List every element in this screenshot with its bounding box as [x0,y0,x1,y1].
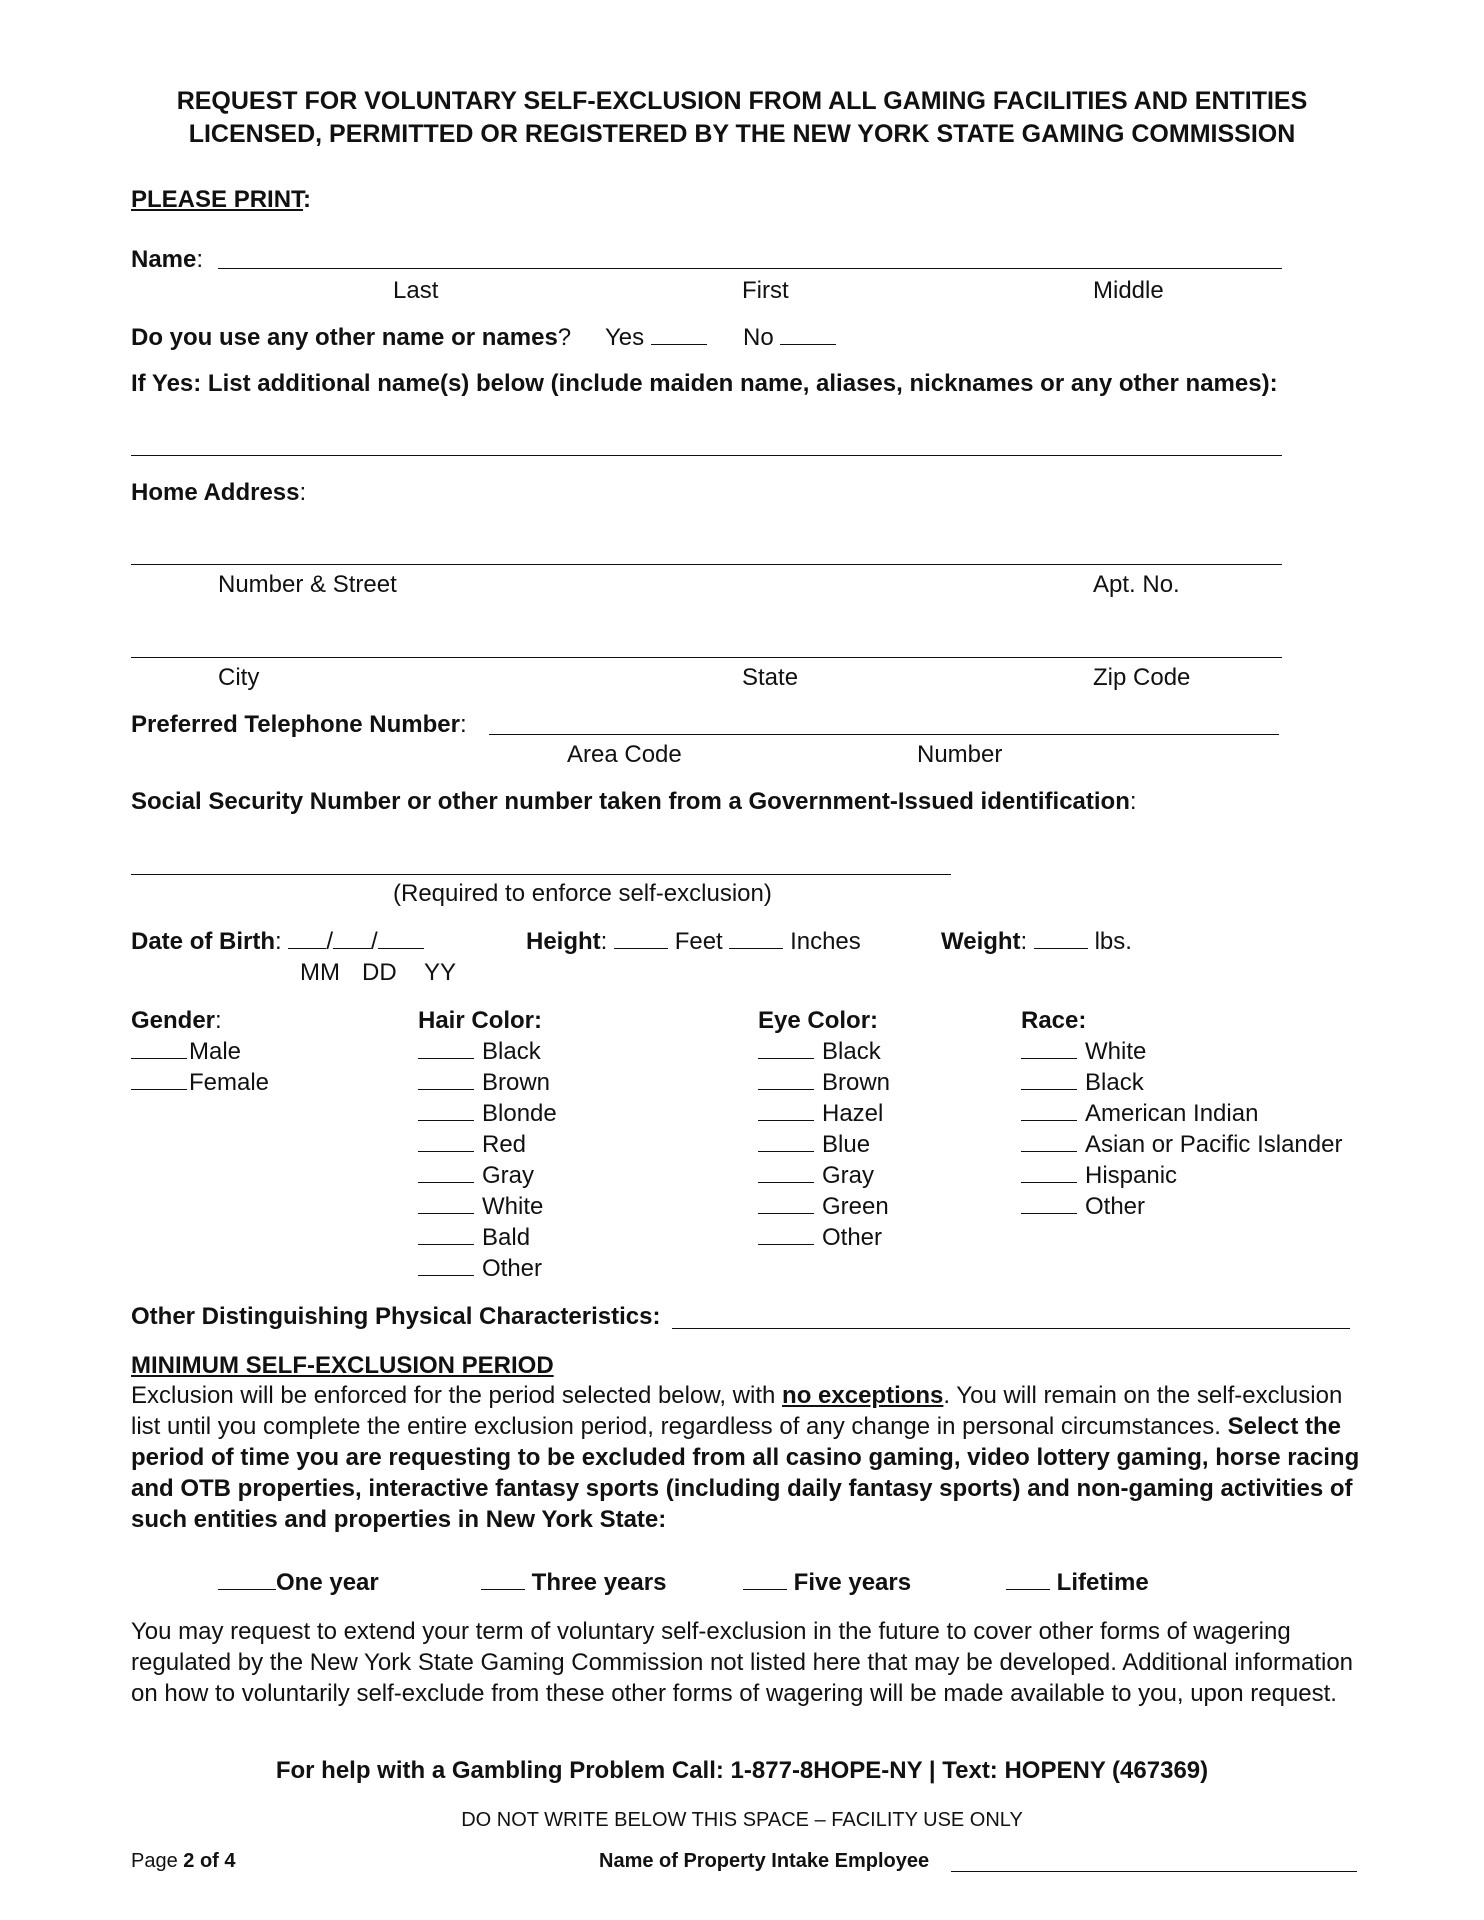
hair-option-label: Gray [482,1162,535,1189]
period-option-label: Five years [793,1569,912,1596]
other-names-no-label: No [743,324,774,351]
other-names-yes [605,324,707,353]
hair-option[interactable] [418,1255,542,1284]
height-row [526,928,861,957]
eye-blank[interactable] [758,1089,814,1090]
eye-option[interactable] [758,1224,882,1253]
weight-row [941,928,1132,957]
gender-option-male[interactable] [131,1038,241,1067]
period-option-one-year[interactable] [218,1569,379,1598]
form-title-line-2: LICENSED, PERMITTED OR REGISTERED BY THE NEW YORK STATE GAMING COMMISSION [188,120,1296,148]
hair-option[interactable] [418,1224,530,1253]
gender-male-label: Male [189,1038,242,1065]
weight-blank[interactable] [1034,948,1088,949]
dob-yy-caption: YY [424,959,457,986]
ssn-note: (Required to enforce self-exclusion) [393,880,772,907]
other-names-no-blank[interactable] [780,344,836,345]
please-print-label: PLEASE PRINT [131,186,304,213]
gender-label-wrap [131,1007,222,1036]
other-names-yes-blank[interactable] [651,344,707,345]
name-first-caption: First [742,277,789,304]
intake-employee-label: Name of Property Intake Employee [599,1850,930,1872]
period-option-label: Lifetime [1056,1569,1149,1596]
eye-blank[interactable] [758,1213,814,1214]
other-names-qmark: ? [557,324,572,351]
apt-caption: Apt. No. [1093,571,1180,598]
race-blank[interactable] [1021,1151,1077,1152]
race-option-label: Other [1085,1193,1146,1220]
height-feet-blank[interactable] [614,948,668,949]
hair-option-label: Red [482,1131,527,1158]
race-option[interactable] [1021,1100,1258,1129]
hair-blank[interactable] [418,1151,474,1152]
gender-option-female[interactable] [131,1069,269,1098]
hair-option-label: Bald [482,1224,531,1251]
dob-sep-1: / [326,928,334,955]
city-input-line[interactable] [131,657,1282,658]
gender-female-label: Female [189,1069,270,1096]
hair-option-label: Brown [482,1069,551,1096]
help-line: For help with a Gambling Problem Call: 1-877-8HOPE-NY | Text: HOPENY (467369) [275,1757,1209,1784]
eye-option-label: Black [822,1038,881,1065]
name-middle-caption: Middle [1093,277,1164,304]
gender-female-blank[interactable] [131,1089,187,1090]
period-blank[interactable] [743,1589,787,1590]
weight-label: Weight [941,928,1021,955]
street-input-line[interactable] [131,564,1282,565]
eye-option-label: Blue [822,1131,871,1158]
other-names-row [131,324,571,353]
gender-male-blank[interactable] [131,1058,187,1059]
hair-option-label: Black [482,1038,541,1065]
phone-number-caption: Number [917,741,1003,768]
race-option[interactable] [1021,1069,1144,1098]
eye-color-label: Eye Color: [758,1007,879,1034]
page-total: 4 [224,1850,236,1872]
eye-blank[interactable] [758,1151,814,1152]
name-label: Name [131,246,197,273]
eye-option[interactable] [758,1131,870,1160]
dob-dd-caption: DD [362,959,397,986]
dob-label: Date of Birth [131,928,275,955]
period-option-five-years[interactable] [743,1569,911,1598]
race-blank[interactable] [1021,1089,1077,1090]
height-label: Height [526,928,601,955]
race-blank[interactable] [1021,1120,1077,1121]
hair-blank[interactable] [418,1058,474,1059]
intake-employee-input-line[interactable] [951,1871,1357,1872]
race-option-label: White [1085,1038,1147,1065]
hair-blank[interactable] [418,1120,474,1121]
home-address-label-wrap [131,479,306,508]
state-caption: State [742,664,799,691]
eye-option[interactable] [758,1069,890,1098]
phone-label-wrap [131,711,467,740]
period-text-a: Exclusion will be enforced for the period selected below, with [131,1382,783,1409]
period-option-label: Three years [531,1569,667,1596]
hair-option-label: Blonde [482,1100,557,1127]
period-text-c: . You will remain on the self-exclusion list until you complete the entire exclusion period, regardless of any change in personal circumstances. [131,1382,1343,1440]
height-inches-blank[interactable] [729,948,783,949]
height-feet-caption: Feet [674,928,723,955]
street-caption: Number & Street [218,571,397,598]
eye-blank[interactable] [758,1120,814,1121]
dob-mm-caption: MM [300,959,340,986]
period-option-label: One year [276,1569,379,1596]
hair-option[interactable] [418,1069,550,1098]
race-label: Race: [1021,1007,1087,1034]
period-blank[interactable] [481,1589,525,1590]
race-option[interactable] [1021,1131,1342,1160]
zip-caption: Zip Code [1093,664,1191,691]
eye-blank[interactable] [758,1182,814,1183]
hair-color-label: Hair Color: [418,1007,543,1034]
hair-option-label: Other [482,1255,543,1282]
eye-option[interactable] [758,1038,881,1067]
race-blank[interactable] [1021,1182,1077,1183]
eye-option[interactable] [758,1100,883,1129]
weight-colon: : [1020,928,1028,955]
height-colon: : [600,928,608,955]
race-option[interactable] [1021,1193,1145,1222]
eye-option[interactable] [758,1162,874,1191]
dob-year-blank[interactable] [378,948,424,949]
height-inches-caption: Inches [790,928,861,955]
dob-month-blank[interactable] [288,948,326,949]
gender-label: Gender [131,1007,216,1034]
race-option[interactable] [1021,1162,1177,1191]
period-heading: MINIMUM SELF-EXCLUSION PERIOD [131,1352,554,1379]
race-blank[interactable] [1021,1058,1077,1059]
dob-row [131,928,424,957]
race-option-label: Black [1085,1069,1144,1096]
hair-blank[interactable] [418,1244,474,1245]
form-title-line-1: REQUEST FOR VOLUNTARY SELF-EXCLUSION FROM ALL GAMING FACILITIES AND ENTITIES [176,87,1308,115]
race-option-label: Asian or Pacific Islander [1085,1131,1343,1158]
eye-option-label: Green [822,1193,889,1220]
other-names-yes-label: Yes [605,324,645,351]
phone-input-line[interactable] [489,734,1279,735]
page-of-word: of [199,1850,219,1872]
hair-option[interactable] [418,1038,541,1067]
name-input-line[interactable] [218,268,1282,269]
ssn-label: Social Security Number or other number taken from a Government-Issued identification [131,788,1130,815]
ssn-input-line[interactable] [131,874,951,875]
city-caption: City [218,664,260,691]
race-option-label: American Indian [1085,1100,1259,1127]
home-address-label: Home Address [131,479,300,506]
name-colon: : [196,246,204,273]
please-print-heading [131,186,311,215]
race-option[interactable] [1021,1038,1146,1067]
hair-blank[interactable] [418,1275,474,1276]
eye-option[interactable] [758,1193,889,1222]
area-code-caption: Area Code [567,741,682,768]
phone-colon: : [459,711,467,738]
home-address-colon: : [299,479,307,506]
dob-day-blank[interactable] [333,948,371,949]
dob-colon: : [275,928,282,955]
name-label-wrap [131,246,203,275]
other-names-no [743,324,836,353]
hair-option-label: White [482,1193,544,1220]
hair-option[interactable] [418,1100,557,1129]
race-blank[interactable] [1021,1213,1077,1214]
dob-sep-2: / [371,928,378,955]
distinguishing-input-line[interactable] [672,1328,1350,1329]
other-names-input-line[interactable] [131,455,1282,456]
weight-unit: lbs. [1094,928,1132,955]
ssn-colon: : [1129,788,1137,815]
please-print-colon: : [303,186,312,213]
distinguishing-label: Other Distinguishing Physical Characteristics: [131,1303,661,1330]
page-number: 2 [183,1850,195,1872]
ssn-label-wrap [131,788,1137,817]
eye-blank[interactable] [758,1244,814,1245]
hair-blank[interactable] [418,1213,474,1214]
other-names-instructions: If Yes: List additional name(s) below (include maiden name, aliases, nicknames or any other names): [131,370,1278,397]
eye-option-label: Gray [822,1162,875,1189]
period-blank[interactable] [1006,1589,1050,1590]
extend-paragraph: You may request to extend your term of voluntary self-exclusion in the future to cover other forms of wagering regulated by the New York State Gaming Commission not listed here that may be developed. Additional information on how to voluntarily self-exclude from these other forms of wagering will be made available to you, upon request. [131,1618,1354,1707]
hair-option[interactable] [418,1193,543,1222]
facility-use-note: DO NOT WRITE BELOW THIS SPACE – FACILITY USE ONLY [461,1809,1023,1831]
period-paragraph [131,1380,1361,1535]
other-names-question: Do you use any other name or names [131,324,558,351]
name-last-caption: Last [393,277,439,304]
gender-colon: : [215,1007,222,1034]
page-indicator [131,1849,236,1873]
eye-option-label: Other [822,1224,883,1251]
hair-blank[interactable] [418,1089,474,1090]
page-word: Page [131,1850,178,1872]
period-blank[interactable] [218,1589,276,1590]
period-select-instruction: Select the period of time you are requesting to be excluded from all casino gaming, video lottery gaming, horse racing and OTB properties, interactive fantasy sports (including daily fantasy sports) and non-gaming activities of such entities and properties in New York State: [131,1413,1360,1533]
period-option-three-years[interactable] [481,1569,666,1598]
phone-label: Preferred Telephone Number [131,711,460,738]
race-option-label: Hispanic [1085,1162,1178,1189]
period-no-exceptions: no exceptions [782,1382,944,1409]
hair-option[interactable] [418,1131,526,1160]
eye-blank[interactable] [758,1058,814,1059]
hair-blank[interactable] [418,1182,474,1183]
eye-option-label: Hazel [822,1100,884,1127]
eye-option-label: Brown [822,1069,891,1096]
period-option-lifetime[interactable] [1006,1569,1149,1598]
hair-option[interactable] [418,1162,534,1191]
